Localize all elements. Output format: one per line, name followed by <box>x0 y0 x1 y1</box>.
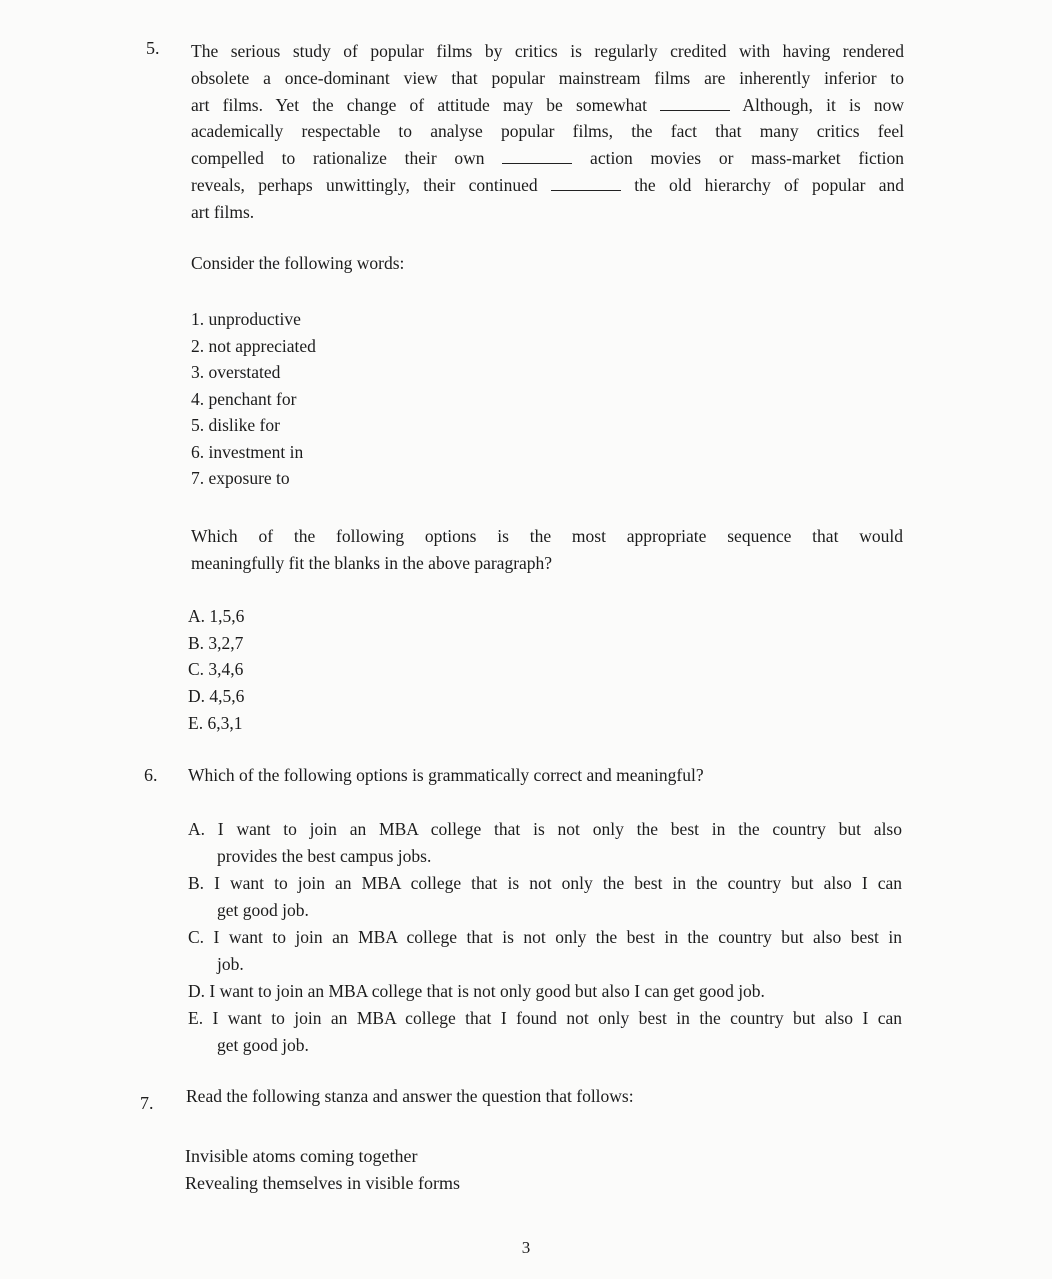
stanza-line: Revealing themselves in visible forms <box>185 1173 460 1193</box>
word-item: 2. not appreciated <box>191 335 316 356</box>
blank-1 <box>660 96 730 111</box>
option-c <box>188 924 902 978</box>
passage-text: Although, it is now <box>742 94 904 115</box>
stanza <box>185 1143 460 1197</box>
question-5-passage <box>191 38 904 226</box>
option-e <box>188 1005 902 1059</box>
passage-line: The serious study of popular films by critics is regularly credited with having rendered <box>191 41 904 61</box>
option-d <box>188 978 902 1005</box>
blank-3 <box>551 176 621 191</box>
option-text: D. I want to join an MBA college that is not only good but also I can get good job. <box>188 981 765 1001</box>
word-item: 7. exposure to <box>191 468 290 488</box>
option-text-cont: get good job. <box>217 900 309 920</box>
prompt-line: meaningfully fit the blanks in the above paragraph? <box>191 552 553 573</box>
passage-line <box>191 92 904 119</box>
question-6-prompt: Which of the following options is grammatically correct and meaningful? <box>188 765 704 785</box>
word-item: 1. unproductive <box>191 309 301 329</box>
question-6-options <box>188 816 902 1059</box>
word-list <box>191 306 316 492</box>
passage-text: the old hierarchy of popular and <box>634 174 905 195</box>
word-item: 4. penchant for <box>191 388 297 409</box>
page-number: 3 <box>521 1238 531 1257</box>
question-5-number: 5. <box>146 38 160 58</box>
passage-line <box>191 172 904 199</box>
option-text: E. I want to join an MBA college that I found not only best in the country but also I can <box>188 1008 902 1028</box>
option-b <box>188 870 902 924</box>
question-5-prompt <box>191 523 903 577</box>
option-d: D. 4,5,6 <box>188 686 245 707</box>
consider-label: Consider the following words: <box>191 253 405 273</box>
question-5-options <box>188 603 244 736</box>
passage-line <box>191 145 904 172</box>
passage-line: art films. <box>191 201 255 222</box>
option-b: B. 3,2,7 <box>188 632 244 653</box>
option-text: C. I want to join an MBA college that is not only the best in the country but also best in <box>188 927 902 947</box>
word-item: 3. overstated <box>191 362 281 382</box>
passage-text: action movies or mass-market fiction <box>590 148 905 169</box>
passage-text: compelled to rationalize their own <box>191 148 485 169</box>
word-item: 5. dislike for <box>191 415 280 435</box>
question-7-prompt: Read the following stanza and answer the question that follows: <box>186 1086 634 1106</box>
option-c: C. 3,4,6 <box>188 659 244 680</box>
passage-line: academically respectable to analyse popular films, the fact that many critics feel <box>191 121 904 142</box>
option-text: A. I want to join an MBA college that is not only the best in the country but also <box>188 819 902 839</box>
option-a: A. 1,5,6 <box>188 606 245 626</box>
passage-text: art films. Yet the change of attitude may be somewhat <box>191 94 647 115</box>
question-6-number: 6. <box>144 765 158 785</box>
option-text-cont: job. <box>217 954 244 974</box>
prompt-line: Which of the following options is the most appropriate sequence that would <box>191 526 903 546</box>
option-a <box>188 816 902 870</box>
passage-line: obsolete a once-dominant view that popular mainstream films are inherently inferior to <box>191 67 904 88</box>
option-text: B. I want to join an MBA college that is not only the best in the country but also I can <box>188 873 902 893</box>
option-text-cont: provides the best campus jobs. <box>217 846 432 866</box>
option-e: E. 6,3,1 <box>188 712 243 733</box>
stanza-line: Invisible atoms coming together <box>185 1146 418 1166</box>
option-text-cont: get good job. <box>217 1035 309 1055</box>
question-7-number: 7. <box>140 1093 154 1113</box>
passage-text: reveals, perhaps unwittingly, their continued <box>191 174 538 195</box>
word-item: 6. investment in <box>191 441 304 462</box>
blank-2 <box>502 149 572 164</box>
